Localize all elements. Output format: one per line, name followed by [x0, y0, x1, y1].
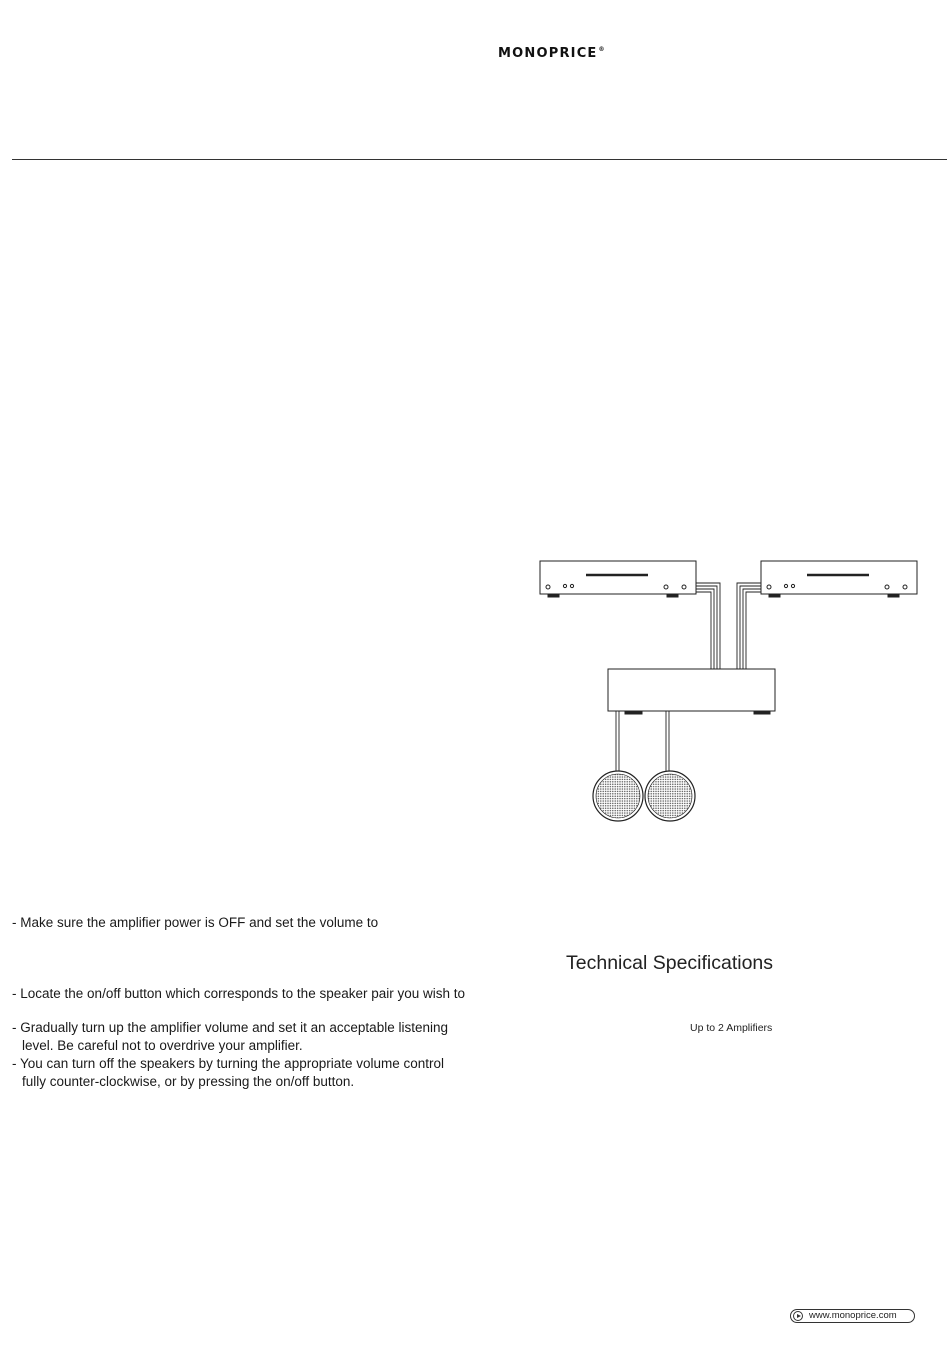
instruction-power-off: - Make sure the amplifier power is OFF and set the volume to [12, 915, 379, 930]
instruction-volume-line2: level. Be careful not to overdrive your amplifier. [22, 1038, 303, 1053]
header-divider [12, 159, 947, 160]
wires-left [696, 583, 720, 669]
specs-title: Technical Specifications [566, 952, 774, 974]
wires-speakers [616, 711, 669, 771]
instruction-volume-line1: - Gradually turn up the amplifier volume and set it an acceptable listening [12, 1020, 448, 1035]
amplifier-left [540, 561, 696, 597]
instruction-volume [12, 1019, 448, 1055]
connection-diagram [530, 555, 922, 827]
brand-logo [498, 46, 606, 61]
amplifier-right [761, 561, 917, 597]
instruction-turn-off [12, 1055, 444, 1091]
speaker-selector [608, 669, 775, 714]
wires-right [737, 583, 761, 669]
speaker-right [645, 771, 695, 821]
instruction-turn-off-line2: fully counter-clockwise, or by pressing the on/off button. [22, 1074, 355, 1089]
registered-mark: ® [598, 46, 606, 53]
speaker-left [593, 771, 643, 821]
specs-amplifiers-value: Up to 2 Amplifiers [690, 1022, 773, 1034]
instruction-locate-button: - Locate the on/off button which corresponds to the speaker pair you wish to [12, 986, 466, 1001]
brand-name: MONOPRICE [498, 46, 598, 61]
website-url[interactable]: www.monoprice.com [809, 1310, 897, 1321]
website-badge[interactable] [790, 1309, 915, 1323]
play-circle-icon [793, 1311, 803, 1321]
instruction-turn-off-line1: - You can turn off the speakers by turning the appropriate volume control [12, 1056, 445, 1071]
